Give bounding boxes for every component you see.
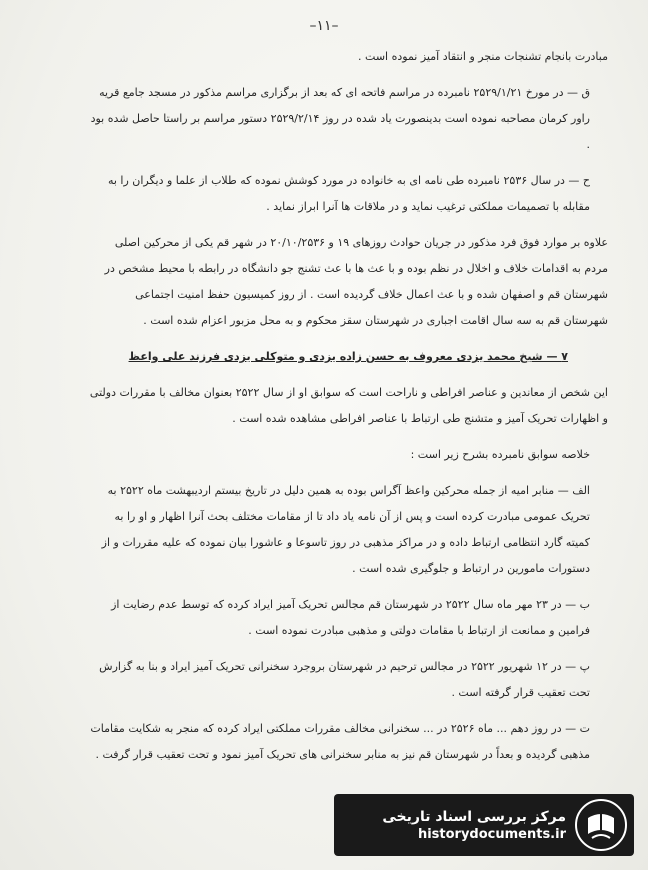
watermark-url: historydocuments.ir xyxy=(417,826,566,842)
watermark-title: مرکز بررسی اسناد تاریخی xyxy=(382,808,566,825)
paragraph-item-qaf: ق — در مورخ ۲۵۲۹/۱/۲۱ نامبرده در مراسم فاتحه ای که بعد از برگزاری مراسم مذکور در مسجد جامع قریه راور کرمان مصاحبه نموده است بدینصورت یاد شده در روز ۲۵۲۹/۲/۱۴ دستور مراسم بر راستا حاصل شده بود . xyxy=(90,86,590,151)
watermark-banner xyxy=(334,794,634,856)
section-heading xyxy=(88,344,608,370)
paragraph-item-be: ب — در ۲۳ مهر ماه سال ۲۵۲۲ در شهرستان قم مجالس تحریک آمیز ایراد کرده که توسط عدم رضایت از فرامین و ممانعت از ارتباط با مقامات دولتی و مذهبی مبادرت نموده است . xyxy=(111,598,590,637)
paragraph-summary: علاوه بر موارد فوق فرد مذکور در جریان حوادث روزهای ۱۹ و ۲۰/۱۰/۲۵۳۶ در شهر قم یکی از محرکین اصلی مردم به اقدامات خلاف و اخلال در نظم بوده و با عث ها با عث تشنج جو دانشگاه در رابطه با محیط مشخص در شهرستان قم و اصفهان شده و با عث اعمال خلاف گردیده است . از روز کمیسیون حفظ امنیت اجتماعی شهرستان قم به سه سال اقامت اجباری در شهرستان سقز محکوم و به محل مزبور اعزام شده است . xyxy=(104,236,608,327)
paragraph-item-te: ت — در روز دهم ... ماه ۲۵۲۶ در ... سخنرانی مخالف مقررات مملکتی ایراد کرده که منجر به شکایت مقامات مذهبی گردیده و بعداً در شهرستان قم نیز به منابر سخنرانی های تحریک آمیز نمود و تحت تعقیب قرار گرفت . xyxy=(90,722,590,761)
paragraph-item-alef: الف — منابر امیه از جمله محرکین واعظ آگراس بوده به همین دلیل در تاریخ بیستم اردیبهشت ماه ۲۵۲۲ به تحریک عمومی مبادرت کرده است و پس از آن نامه یاد داد تا از مقامات مختلف بحث آنرا اظهار و او را به کمیته گارد انتظامی ارتباط داده و در مراکز مذهبی در روز تاسوعا و عاشورا بیان نموده که علیه مقررات و از دستورات مامورین در ارتباط و جلوگیری شده است . xyxy=(101,484,590,575)
paragraph-summary-label: خلاصه سوابق نامبرده بشرح زیر است : xyxy=(410,448,590,461)
section-heading-text: ۷ — شیخ محمد یزدی معروف به حسن زاده یزدی و متوکلی یزدی فرزند علی واعظ xyxy=(128,350,568,363)
book-scroll-icon xyxy=(574,798,628,852)
page-number: –۱۱– xyxy=(309,18,339,34)
document-body xyxy=(88,44,608,778)
paragraph-intro: این شخص از معاندین و عناصر افراطی و ناراحت است که سوابق او از سال ۲۵۲۲ بعنوان مخالف با مقررات دولتی و اظهارات تحریک آمیز و متشنج طی ارتباط با عناصر افراطی مشاهده شده است . xyxy=(89,386,608,425)
paragraph-opening: مبادرت بانجام تشنجات منجر و انتقاد آمیز نموده است . xyxy=(358,50,608,63)
watermark-text xyxy=(382,809,566,842)
paragraph-item-ha: ح — در سال ۲۵۳۶ نامبرده طی نامه ای به خانواده در مورد کوشش نموده که طلاب از علما و دیگران را به مقابله با تصمیمات مملکتی ترغیب نماید و در ملاقات ها آنرا ابراز نماید . xyxy=(107,174,590,213)
paragraph-item-pe: پ — در ۱۲ شهریور ۲۵۲۲ در مجالس ترحیم در شهرستان بروجرد سخنرانی تحریک آمیز ایراد و بنا به گزارش تحت تعقیب قرار گرفته است . xyxy=(99,660,590,699)
